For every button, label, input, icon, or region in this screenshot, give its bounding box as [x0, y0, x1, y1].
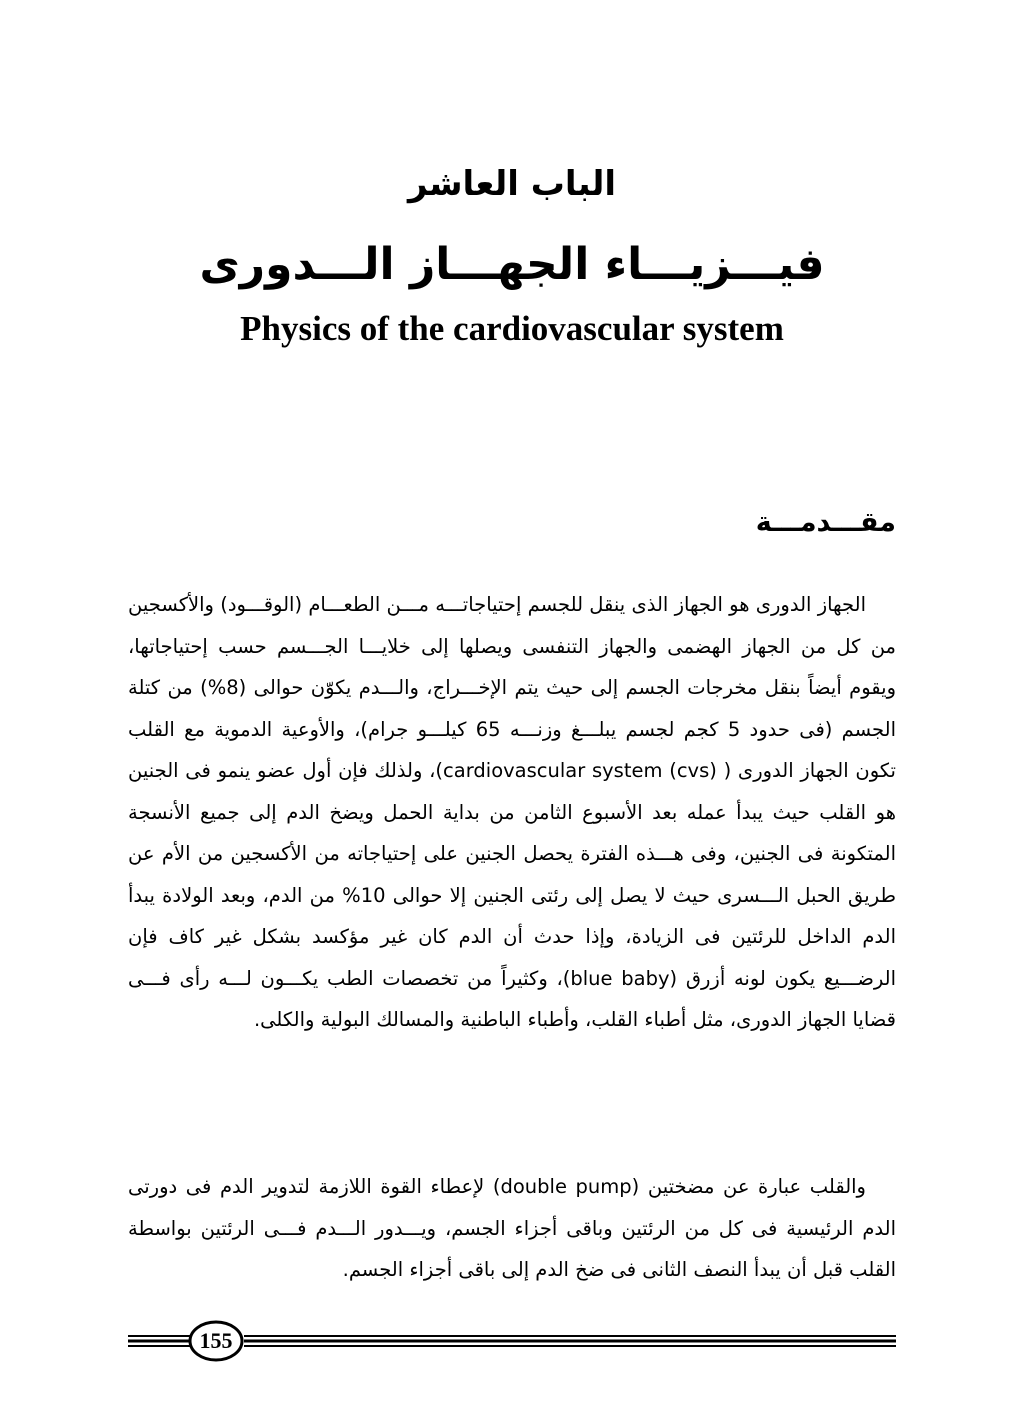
chapter-title-arabic: فيـــزيـــاء الجهـــاز الـــدورى [199, 239, 825, 290]
paragraph-2-container [128, 1166, 896, 1291]
section-heading: مقـــدمـــة [755, 507, 896, 538]
paragraph-1: الجهاز الدورى هو الجهاز الذى ينقل للجسم إحتياجاتـــه مـــن الطعـــام (الوقـــود) والأكسجين من كل من الجهاز الهضمى والجهاز التنفسى ويصلها إلى خلايـــا الجـــسم حسب إحتياجاتها، ويقوم أيضاً بنقل مخرجات الجسم إلى حيث يتم الإخـــراج، والـــدم يكوّن حوالى (8%) من كتلة الجسم (فى حدود 5 كجم لجسم يبلـــغ وزنـــه 65 كيلـــو جرام)، والأوعية الدموية مع القلب تكون الجهاز الدورى ( cardiovascular system (cvs))، ولذلك فإن أول عضو ينمو فى الجنين هو القلب حيث يبدأ عمله بعد الأسبوع الثامن من بداية الحمل ويضخ الدم إلى جميع الأنسجة المتكونة فى الجنين، وفى هـــذه الفترة يحصل الجنين على إحتياجاته من الأكسجين من الأم عن طريق الحبل الـــسرى حيث لا يصل إلى رئتى الجنين إلا حوالى 10% من الدم، وبعد الولادة يبدأ الدم الداخل للرئتين فى الزيادة، وإذا حدث أن الدم كان غير مؤكسد بشكل غير كاف فإن الرضـــيع يكون لونه أزرق (blue baby)، وكثيراً من تخصصات الطب يكـــون لـــه رأى فـــى قضايا الجهاز الدورى، مثل أطباء القلب، وأطباء الباطنية والمسالك البولية والكلى. [128, 593, 897, 1031]
chapter-label: الباب العاشر [407, 164, 617, 204]
chapter-title-english: Physics of the cardiovascular system [240, 309, 784, 348]
page-footer [128, 1318, 896, 1364]
page-number: 155 [199, 1328, 233, 1353]
paragraph-2: والقلب عبارة عن مضختين (double pump) لإعطاء القوة اللازمة لتدوير الدم فى دورتى الدم الرئيسية فى كل من الرئتين وباقى أجزاء الجسم، ويـــدور الـــدم فـــى الرئتين بواسطة القلب قبل أن يبدأ النصف الثانى فى ضخ الدم إلى باقى أجزاء الجسم. [128, 1175, 896, 1281]
paragraph-1-container [128, 584, 896, 1041]
